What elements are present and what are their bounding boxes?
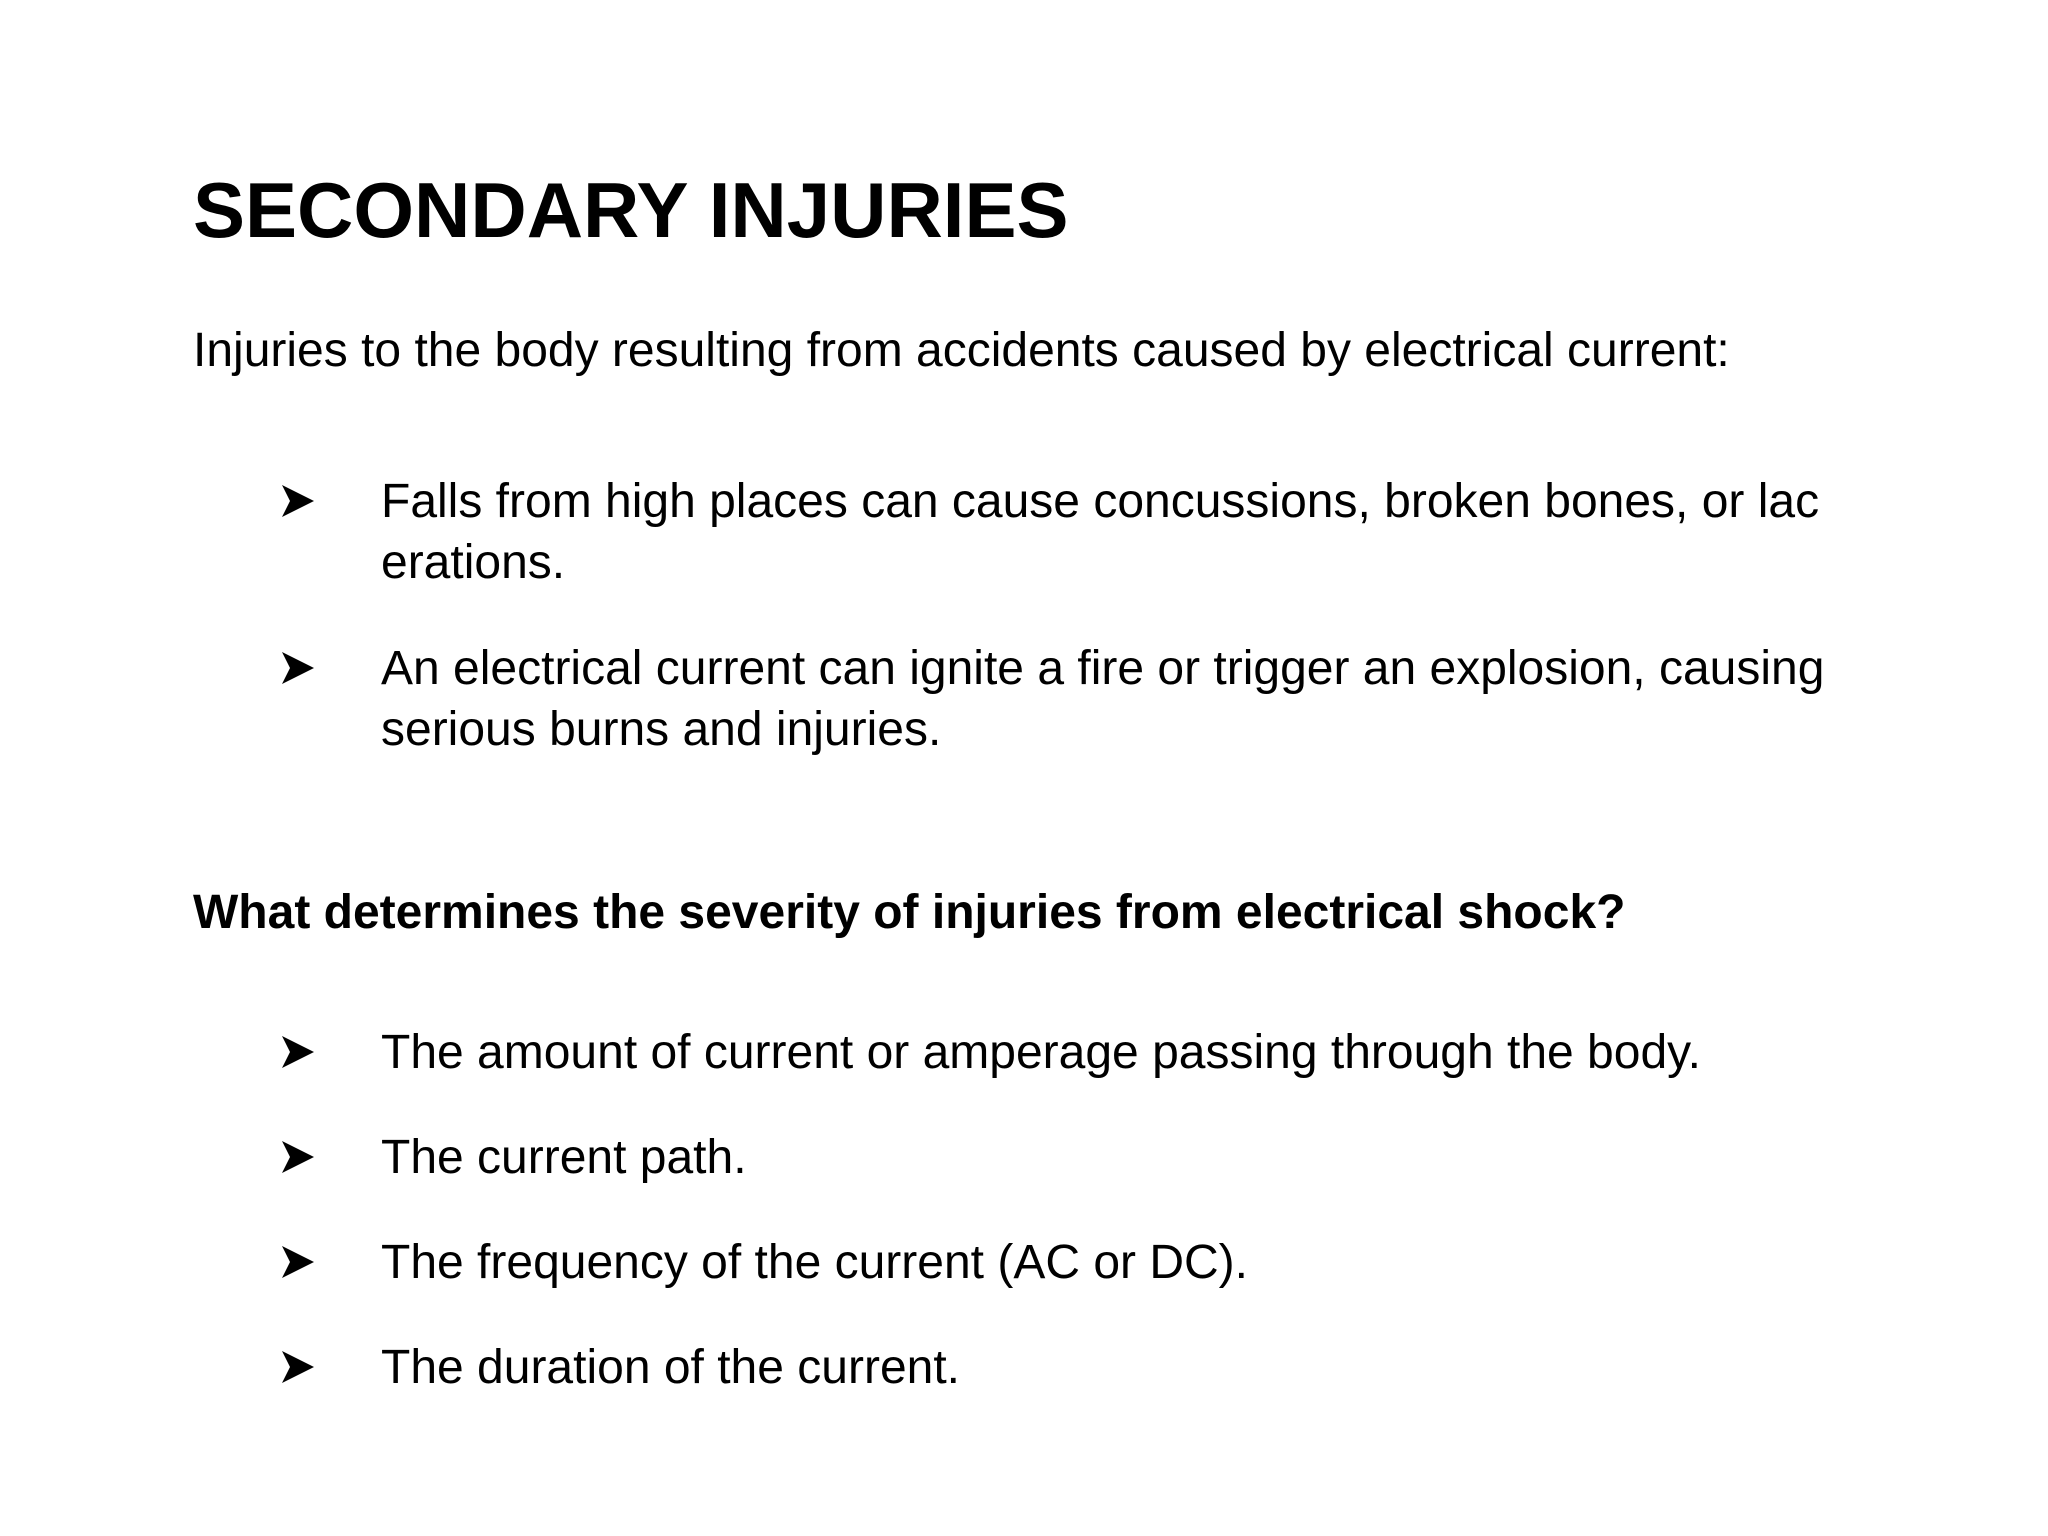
arrowhead-bullet-icon <box>280 483 316 519</box>
slide-title: SECONDARY INJURIES <box>193 166 1069 254</box>
list-item-text: The duration of the current. <box>381 1341 960 1394</box>
arrowhead-bullet-icon <box>280 1139 316 1175</box>
list-item-text: The amount of current or amperage passing through the body. <box>381 1026 1701 1079</box>
list-item-line: Falls from high places can cause concussions, broken bones, or lac <box>381 475 1820 528</box>
list-item <box>280 1337 1960 1398</box>
list-item <box>280 638 1960 760</box>
list-item <box>280 471 1960 593</box>
secondary-injuries-list <box>280 471 1960 805</box>
list-item-line: serious burns and injuries. <box>381 703 942 756</box>
arrowhead-bullet-icon <box>280 1244 316 1280</box>
list-item-text: The current path. <box>381 1131 747 1184</box>
arrowhead-bullet-icon <box>280 1349 316 1385</box>
list-item <box>280 1232 1960 1293</box>
list-item <box>280 1127 1960 1188</box>
list-item-line: erations. <box>381 536 566 589</box>
arrowhead-bullet-icon <box>280 650 316 686</box>
list-item <box>280 1022 1960 1083</box>
severity-question: What determines the severity of injuries from electrical shock? <box>193 886 1626 939</box>
list-item-line: An electrical current can ignite a fire or trigger an explosion, causing <box>381 642 1825 695</box>
arrowhead-bullet-icon <box>280 1034 316 1070</box>
severity-factors-list <box>280 1022 1960 1442</box>
list-item-text: The frequency of the current (AC or DC). <box>381 1236 1248 1289</box>
intro-text: Injuries to the body resulting from accidents caused by electrical current: <box>193 324 1730 377</box>
